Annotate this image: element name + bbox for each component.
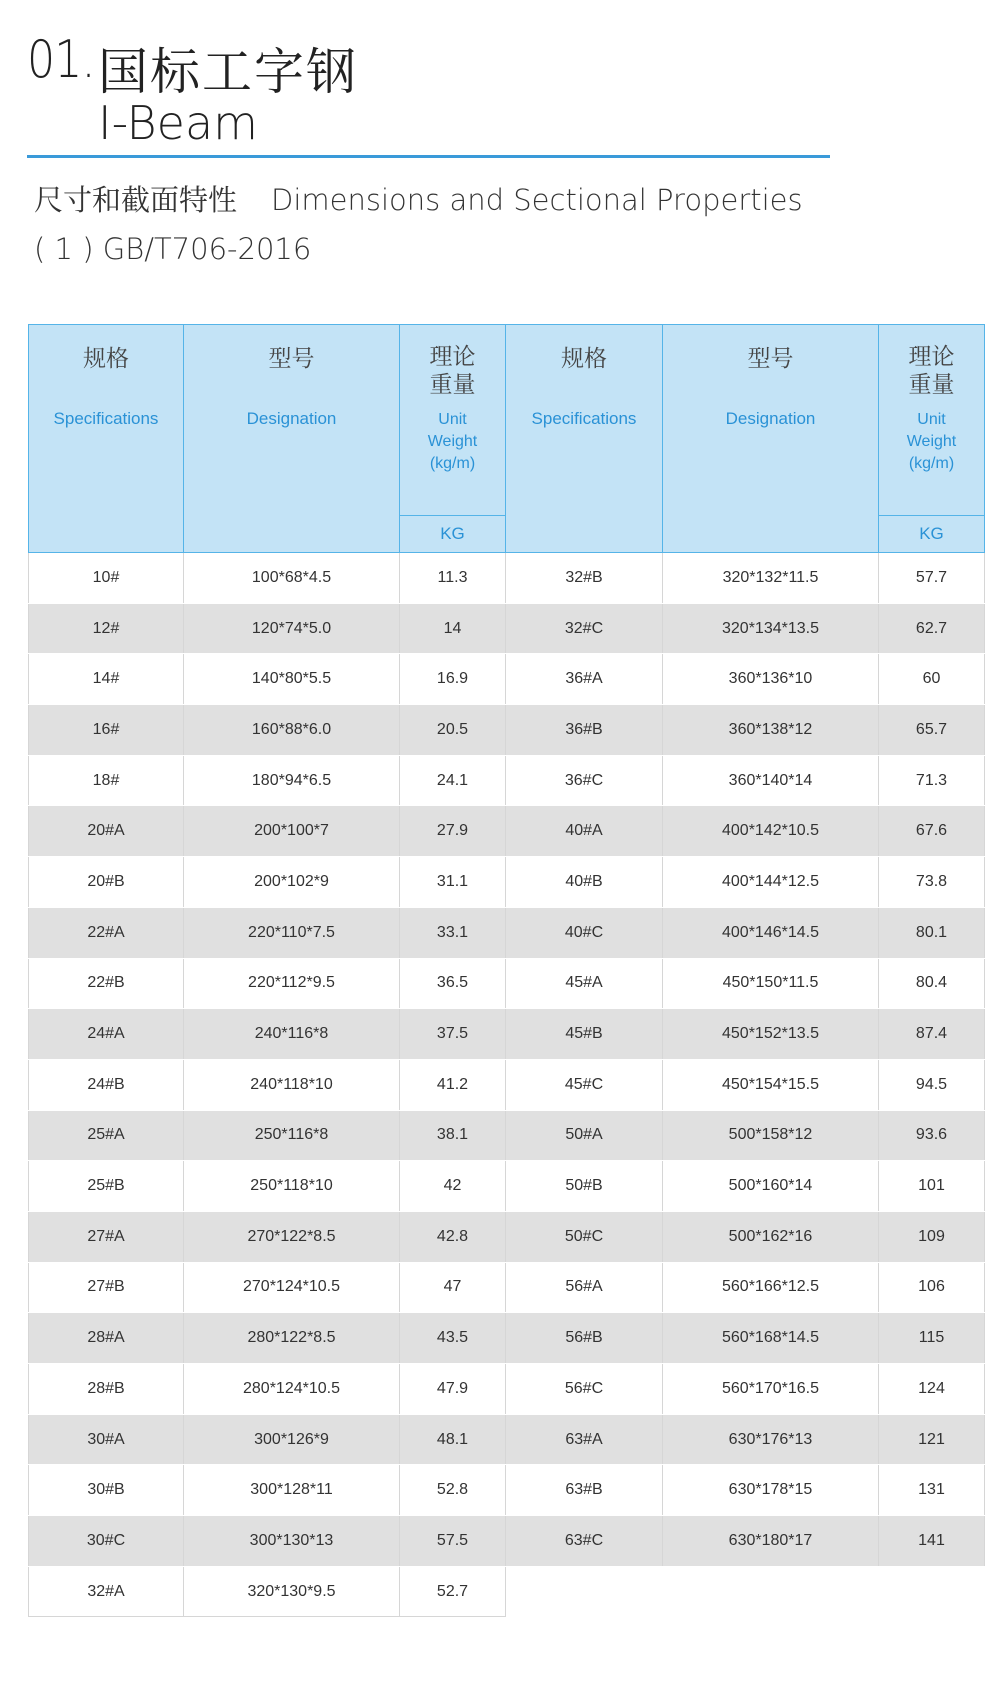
table-row [29,553,985,604]
page-title-en: I-Beam [98,96,258,150]
table-row [29,603,985,654]
table-row [29,1465,985,1516]
cell-weight-right: 124 [879,1364,985,1415]
header-designation-en: Designation [725,409,816,428]
cell-weight-left: 47 [400,1262,506,1313]
header-weight-en-2: Weight [906,433,957,450]
cell-weight-right: 67.6 [879,806,985,857]
header-weight-en-1: Unit [917,411,946,428]
subtitle [34,178,803,219]
cell-weight-right: 73.8 [879,857,985,908]
header-designation-right [663,325,879,553]
cell-spec-right [506,1566,663,1617]
cell-designation-right: 500*158*12 [663,1110,879,1161]
cell-spec-left: 25#B [29,1161,184,1212]
table-row [29,1364,985,1415]
cell-designation-right: 560*166*12.5 [663,1262,879,1313]
cell-spec-left: 28#B [29,1364,184,1415]
table-body [29,553,985,1617]
header-designation-cn: 型号 [747,346,794,372]
cell-designation-left: 240*116*8 [184,1009,400,1060]
header-spec-en: Specifications [53,409,159,428]
cell-spec-left: 10# [29,553,184,604]
cell-spec-left: 20#B [29,857,184,908]
cell-weight-left: 42 [400,1161,506,1212]
cell-spec-right: 32#B [506,553,663,604]
cell-weight-left: 37.5 [400,1009,506,1060]
header-spec-right [506,325,663,553]
table-row [29,907,985,958]
cell-weight-left: 42.8 [400,1211,506,1262]
cell-designation-left: 300*130*13 [184,1516,400,1567]
cell-designation-right: 320*132*11.5 [663,553,879,604]
standard-label: ( 1 ) GB/T706-2016 [34,232,312,266]
cell-weight-left: 48.1 [400,1414,506,1465]
table-row [29,705,985,756]
cell-weight-left: 52.7 [400,1566,506,1617]
table-row [29,958,985,1009]
header-weight-en-3: (kg/m) [908,455,955,472]
cell-designation-right: 560*168*14.5 [663,1313,879,1364]
cell-weight-left: 31.1 [400,857,506,908]
table-row [29,857,985,908]
cell-weight-right: 65.7 [879,705,985,756]
cell-designation-right: 400*146*14.5 [663,907,879,958]
cell-spec-right: 36#C [506,755,663,806]
header-weight-right [879,325,985,516]
cell-designation-left: 320*130*9.5 [184,1566,400,1617]
cell-spec-left: 12# [29,603,184,654]
cell-spec-left: 16# [29,705,184,756]
section-number: 01. [27,30,95,90]
cell-designation-right: 450*152*13.5 [663,1009,879,1060]
cell-designation-left: 180*94*6.5 [184,755,400,806]
cell-designation-right: 630*176*13 [663,1414,879,1465]
cell-weight-right: 87.4 [879,1009,985,1060]
cell-weight-right: 121 [879,1414,985,1465]
cell-designation-right: 560*170*16.5 [663,1364,879,1415]
cell-weight-left: 47.9 [400,1364,506,1415]
cell-designation-right: 400*144*12.5 [663,857,879,908]
cell-weight-left: 52.8 [400,1465,506,1516]
cell-designation-left: 120*74*5.0 [184,603,400,654]
cell-designation-right: 320*134*13.5 [663,603,879,654]
header-weight-cn-1: 理论 [908,344,955,370]
header-weight-en-3: (kg/m) [429,455,476,472]
cell-designation-right: 500*162*16 [663,1211,879,1262]
cell-spec-right: 56#A [506,1262,663,1313]
cell-designation-right: 360*136*10 [663,654,879,705]
cell-spec-left: 24#B [29,1059,184,1110]
header-spec-cn: 规格 [561,346,607,372]
subtitle-cn: 尺寸和截面特性 [34,183,238,217]
header-weight-cn-1: 理论 [429,344,476,370]
cell-spec-right: 45#B [506,1009,663,1060]
cell-weight-right: 131 [879,1465,985,1516]
cell-designation-right: 450*154*15.5 [663,1059,879,1110]
cell-weight-left: 38.1 [400,1110,506,1161]
table-row [29,1211,985,1262]
header-designation-cn: 型号 [268,346,315,372]
cell-weight-left: 20.5 [400,705,506,756]
cell-spec-right: 63#A [506,1414,663,1465]
table-row [29,1313,985,1364]
cell-designation-left: 240*118*10 [184,1059,400,1110]
header-designation-left [184,325,400,553]
cell-spec-right: 50#C [506,1211,663,1262]
cell-spec-right: 40#B [506,857,663,908]
cell-weight-right: 62.7 [879,603,985,654]
cell-spec-right: 50#A [506,1110,663,1161]
cell-designation-left: 250*118*10 [184,1161,400,1212]
table-row [29,1566,985,1617]
cell-weight-right: 80.4 [879,958,985,1009]
page-title-cn: 国标工字钢 [98,43,358,101]
table-row [29,1110,985,1161]
cell-designation-right: 450*150*11.5 [663,958,879,1009]
cell-weight-left: 27.9 [400,806,506,857]
cell-spec-left: 27#B [29,1262,184,1313]
header-weight-left [400,325,506,516]
cell-spec-left: 18# [29,755,184,806]
cell-spec-right: 40#A [506,806,663,857]
cell-spec-right: 45#C [506,1059,663,1110]
cell-spec-right: 56#B [506,1313,663,1364]
cell-weight-right: 141 [879,1516,985,1567]
cell-weight-left: 33.1 [400,907,506,958]
cell-spec-right: 45#A [506,958,663,1009]
cell-spec-left: 32#A [29,1566,184,1617]
cell-weight-right: 109 [879,1211,985,1262]
header-spec-cn: 规格 [83,346,129,372]
table-row [29,1516,985,1567]
cell-weight-right: 60 [879,654,985,705]
cell-designation-right [663,1566,879,1617]
cell-weight-left: 16.9 [400,654,506,705]
cell-weight-right: 101 [879,1161,985,1212]
cell-designation-left: 160*88*6.0 [184,705,400,756]
cell-designation-left: 250*116*8 [184,1110,400,1161]
header-unit-kg-left: KG [400,516,506,553]
cell-weight-left: 43.5 [400,1313,506,1364]
cell-designation-right: 630*178*15 [663,1465,879,1516]
cell-designation-left: 270*124*10.5 [184,1262,400,1313]
title-divider [27,155,830,158]
cell-weight-left: 24.1 [400,755,506,806]
cell-designation-right: 400*142*10.5 [663,806,879,857]
header-weight-cn-2: 重量 [429,372,476,398]
cell-spec-left: 24#A [29,1009,184,1060]
cell-spec-left: 22#A [29,907,184,958]
cell-spec-right: 63#B [506,1465,663,1516]
cell-spec-left: 20#A [29,806,184,857]
table-row [29,755,985,806]
cell-designation-left: 200*100*7 [184,806,400,857]
cell-spec-left: 30#B [29,1465,184,1516]
cell-designation-left: 300*128*11 [184,1465,400,1516]
cell-designation-left: 280*122*8.5 [184,1313,400,1364]
header-weight-en-1: Unit [438,411,467,428]
table-row [29,1161,985,1212]
cell-designation-left: 220*112*9.5 [184,958,400,1009]
cell-weight-left: 57.5 [400,1516,506,1567]
cell-spec-left: 14# [29,654,184,705]
cell-designation-left: 270*122*8.5 [184,1211,400,1262]
cell-weight-left: 36.5 [400,958,506,1009]
cell-spec-right: 63#C [506,1516,663,1567]
cell-weight-left: 11.3 [400,553,506,604]
cell-spec-right: 40#C [506,907,663,958]
cell-designation-left: 200*102*9 [184,857,400,908]
ibeam-spec-table [28,324,985,1617]
cell-designation-right: 360*138*12 [663,705,879,756]
cell-spec-left: 22#B [29,958,184,1009]
cell-designation-right: 630*180*17 [663,1516,879,1567]
table-row [29,654,985,705]
cell-designation-left: 280*124*10.5 [184,1364,400,1415]
cell-spec-left: 30#C [29,1516,184,1567]
cell-spec-right: 32#C [506,603,663,654]
table-row [29,1009,985,1060]
cell-designation-left: 100*68*4.5 [184,553,400,604]
cell-designation-right: 360*140*14 [663,755,879,806]
subtitle-en: Dimensions and Sectional Properties [271,183,803,217]
cell-weight-right: 106 [879,1262,985,1313]
cell-spec-right: 36#A [506,654,663,705]
cell-weight-right: 115 [879,1313,985,1364]
header-spec-en: Specifications [531,409,637,428]
cell-weight-right: 71.3 [879,755,985,806]
header-designation-en: Designation [246,409,337,428]
cell-weight-right: 93.6 [879,1110,985,1161]
header-unit-kg-right: KG [879,516,985,553]
cell-spec-right: 56#C [506,1364,663,1415]
cell-weight-left: 41.2 [400,1059,506,1110]
cell-spec-right: 50#B [506,1161,663,1212]
cell-designation-right: 500*160*14 [663,1161,879,1212]
cell-weight-right: 57.7 [879,553,985,604]
table-row [29,806,985,857]
table-header [29,325,985,553]
cell-spec-left: 27#A [29,1211,184,1262]
cell-spec-left: 28#A [29,1313,184,1364]
cell-weight-right [879,1566,985,1617]
header-spec-left [29,325,184,553]
cell-spec-left: 30#A [29,1414,184,1465]
table-row [29,1059,985,1110]
cell-weight-right: 80.1 [879,907,985,958]
header-weight-en-2: Weight [427,433,478,450]
cell-designation-left: 300*126*9 [184,1414,400,1465]
cell-spec-left: 25#A [29,1110,184,1161]
header-weight-cn-2: 重量 [908,372,955,398]
cell-weight-right: 94.5 [879,1059,985,1110]
cell-spec-right: 36#B [506,705,663,756]
cell-designation-left: 220*110*7.5 [184,907,400,958]
cell-weight-left: 14 [400,603,506,654]
table-row [29,1262,985,1313]
table-row [29,1414,985,1465]
cell-designation-left: 140*80*5.5 [184,654,400,705]
